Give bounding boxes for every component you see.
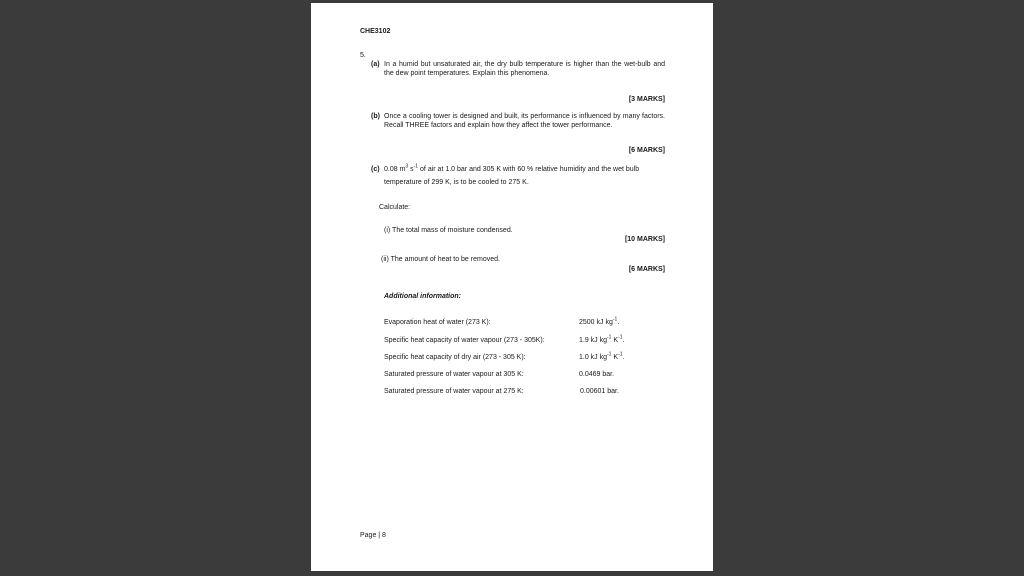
info-row-label: Specific heat capacity of water vapour (273 - 305K):: [384, 337, 545, 344]
part-a-label: (a): [371, 61, 380, 68]
page-number: Page | 8: [360, 532, 386, 539]
course-code: CHE3102: [360, 28, 391, 35]
part-b-text: Once a cooling tower is designed and built, its performance is influenced by many factors. Recall THREE factors and explain how they affect the tower performance.: [384, 113, 665, 129]
document-page: [311, 3, 713, 571]
subpart-ii: (ii) The amount of heat to be removed.: [381, 256, 500, 263]
part-c-line1: 0.08 $m^3$ $s^{-1}$ of air at 1.0 bar and 305 K with 60 % relative humidity and the wet bulb: [384, 163, 640, 173]
info-row-value: 2500 kJ $kg^{-1}$.: [579, 316, 620, 326]
info-row-value: 1.9 kJ $kg^{-1}$ $K^{-1}$.: [579, 334, 625, 344]
part-b-marks: [6 MARKS]: [628, 147, 665, 154]
additional-info-title: Additional information:: [384, 293, 461, 300]
subpart-ii-marks: [6 MARKS]: [628, 266, 665, 273]
part-c-label: (c): [371, 166, 380, 173]
part-a-marks: [3 MARKS]: [628, 96, 665, 103]
info-row-value: 0.00601 bar.: [580, 388, 619, 395]
info-row-value: 1.0 kJ $kg^{-1}$ $K^{-1}$.: [579, 351, 625, 361]
info-row-label: Saturated pressure of water vapour at 305 K:: [384, 371, 524, 378]
part-b-label: (b): [371, 113, 380, 120]
part-c-line2: temperature of 299 K, is to be cooled to 275 K.: [384, 179, 529, 186]
info-row-label: Evaporation heat of water (273 K):: [384, 319, 491, 326]
subpart-i-marks: [10 MARKS]: [624, 236, 665, 243]
info-row-label: Saturated pressure of water vapour at 275 K:: [384, 388, 524, 395]
part-a-text: In a humid but unsaturated air, the dry bulb temperature is higher than the wet-bulb and the dew point temperatures. Explain this phenomena.: [384, 61, 665, 77]
info-row-value: 0.0469 bar.: [579, 371, 615, 378]
subpart-i: (i) The total mass of moisture condensed.: [384, 227, 513, 234]
question-number: 5.: [360, 52, 366, 59]
info-row-label: Specific heat capacity of dry air (273 - 305 K):: [384, 354, 526, 361]
calculate-label: Calculate:: [379, 204, 411, 211]
